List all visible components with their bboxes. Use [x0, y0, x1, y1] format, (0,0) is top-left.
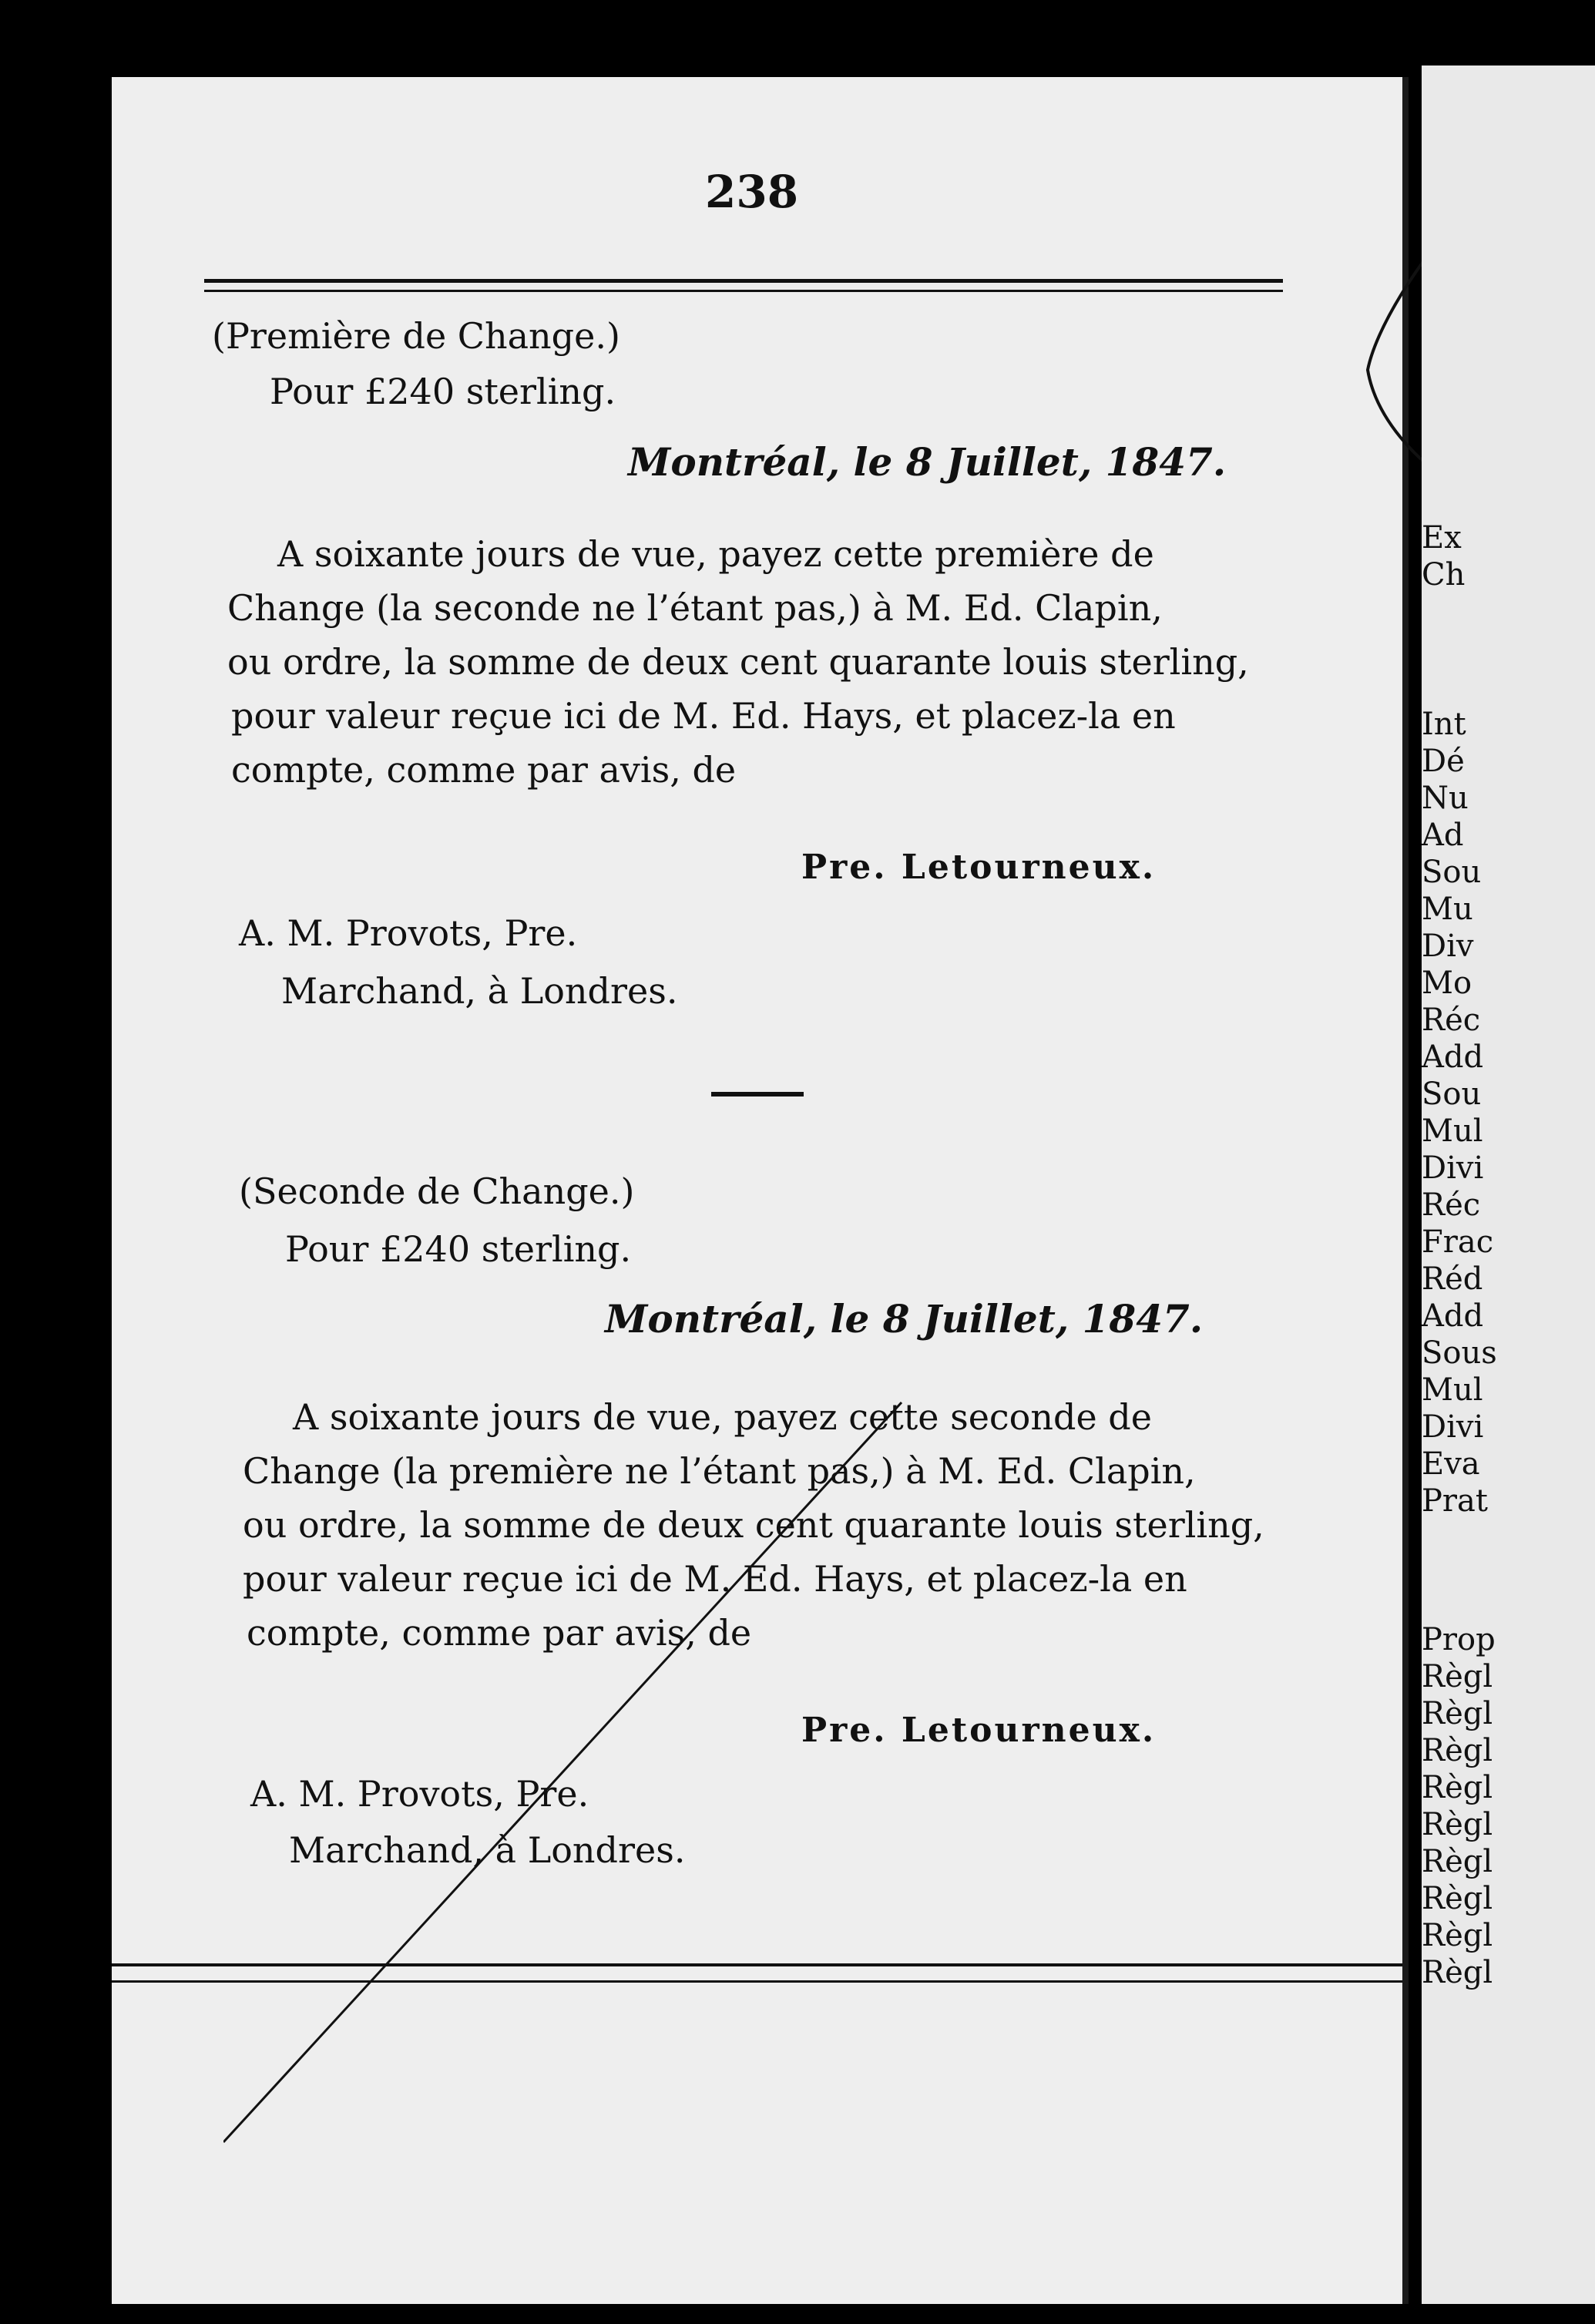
facing-list1-item: Mul [1422, 1372, 1483, 1408]
diagonal-pen-stroke [223, 1387, 917, 2158]
second-body-line-1: A soixante jours de vue, payez cette seconde de [293, 1396, 1152, 1438]
page-number: 238 [705, 166, 799, 218]
header-rule [204, 279, 1283, 283]
header-rule-thin [204, 290, 1283, 292]
facing-list1-item: Mo [1422, 966, 1472, 1001]
facing-list2-item: Règl [1422, 1807, 1493, 1842]
facing-list2-item: Prop [1422, 1622, 1496, 1657]
facing-top-2: Ch [1422, 557, 1466, 593]
first-heading: (Première de Change.) [212, 315, 620, 357]
facing-list1-item: Divi [1422, 1409, 1484, 1445]
facing-list2-item: Règl [1422, 1955, 1493, 1990]
facing-list1-item: Dé [1422, 744, 1465, 779]
facing-list1-item: Divi [1422, 1150, 1484, 1186]
facing-list1-item: Ad [1422, 818, 1464, 853]
facing-list1-item: Mul [1422, 1113, 1483, 1149]
facing-list1-item: Div [1422, 929, 1474, 964]
second-body-line-4: pour valeur reçue ici de M. Ed. Hays, et placez-la en [243, 1558, 1187, 1600]
facing-list1-item: Réc [1422, 1002, 1481, 1038]
second-signature: Pre. Letourneux. [801, 1711, 1157, 1750]
second-date: Montréal, le 8 Juillet, 1847. [605, 1296, 1204, 1342]
facing-list1-item: Réd [1422, 1261, 1483, 1297]
facing-list2-item: Règl [1422, 1659, 1493, 1694]
second-addressee-1: A. M. Provots, Pre. [250, 1773, 589, 1815]
facing-list2-item: Règl [1422, 1918, 1493, 1953]
first-body-line-5: compte, comme par avis, de [231, 749, 737, 791]
separator-dash [711, 1092, 804, 1097]
second-body-line-2: Change (la première ne l’étant pas,) à M. Ed. Clapin, [243, 1450, 1196, 1492]
facing-top-1: Ex [1422, 520, 1462, 556]
first-addressee-1: A. M. Provots, Pre. [239, 912, 578, 954]
first-body-line-1: A soixante jours de vue, payez cette première de [277, 533, 1154, 575]
first-body-line-4: pour valeur reçue ici de M. Ed. Hays, et placez-la en [231, 695, 1176, 737]
first-body-line-3: ou ordre, la somme de deux cent quarante louis sterling, [227, 641, 1249, 683]
facing-list1-item: Nu [1422, 781, 1469, 816]
first-date: Montréal, le 8 Juillet, 1847. [628, 439, 1227, 485]
facing-list2-item: Règl [1422, 1770, 1493, 1805]
facing-list1-item: Eva [1422, 1446, 1480, 1482]
facing-list1-item: Int [1422, 707, 1466, 742]
second-amount: Pour £240 sterling. [285, 1228, 632, 1270]
facing-list2-item: Règl [1422, 1733, 1493, 1768]
facing-list1-item: Add [1422, 1039, 1484, 1075]
facing-list1-item: Mu [1422, 892, 1473, 927]
second-heading: (Seconde de Change.) [239, 1170, 635, 1212]
book-page [112, 77, 1409, 2304]
first-signature: Pre. Letourneux. [801, 848, 1157, 887]
first-amount: Pour £240 sterling. [270, 371, 616, 412]
facing-list2-item: Règl [1422, 1844, 1493, 1879]
second-body-line-3: ou ordre, la somme de deux cent quarante louis sterling, [243, 1504, 1264, 1546]
facing-list2-item: Règl [1422, 1696, 1493, 1731]
first-addressee-2: Marchand, à Londres. [281, 970, 678, 1012]
second-addressee-2: Marchand, à Londres. [289, 1829, 686, 1871]
first-body-line-2: Change (la seconde ne l’étant pas,) à M. Ed. Clapin, [227, 587, 1163, 629]
facing-list1-item: Frac [1422, 1224, 1494, 1260]
facing-list1-item: Add [1422, 1298, 1484, 1334]
facing-list1-item: Sous [1422, 1335, 1497, 1371]
second-body-line-5: compte, comme par avis, de [247, 1612, 752, 1654]
facing-list1-item: Prat [1422, 1483, 1488, 1519]
facing-list1-item: Réc [1422, 1187, 1481, 1223]
facing-list2-item: Règl [1422, 1881, 1493, 1916]
facing-list1-item: Sou [1422, 1076, 1482, 1112]
facing-page [1422, 65, 1595, 2304]
facing-list1-item: Sou [1422, 855, 1482, 890]
